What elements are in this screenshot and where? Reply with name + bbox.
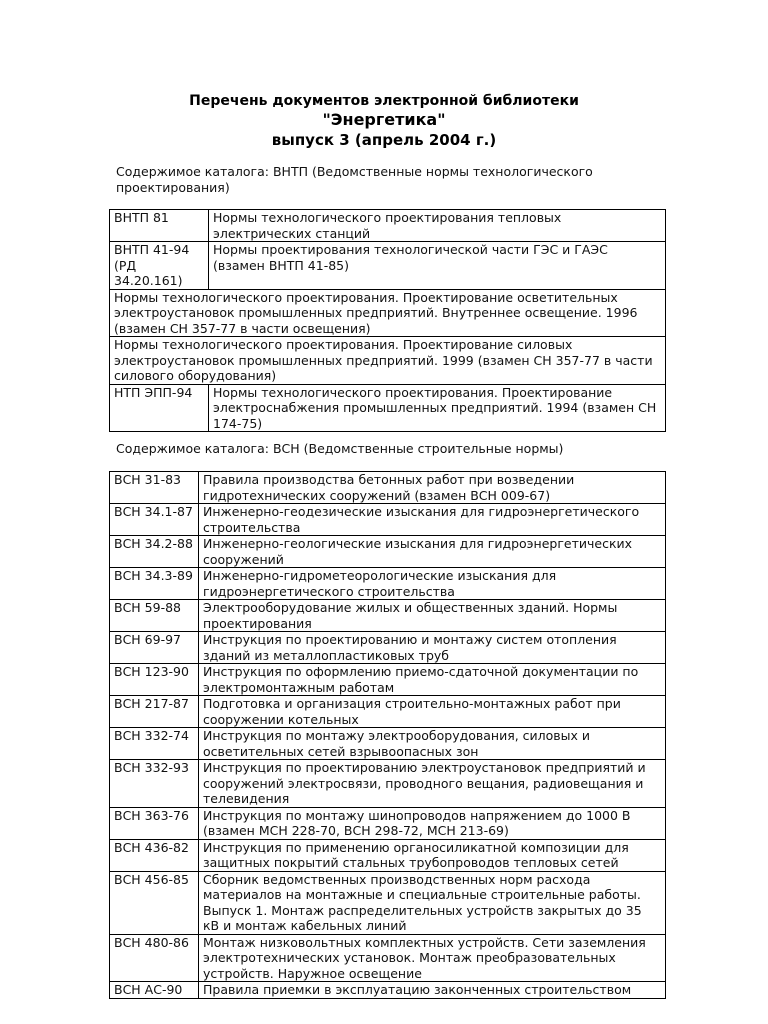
doc-code: ВНТП 41-94 (РД 34.20.161) bbox=[110, 242, 209, 290]
doc-description: Сборник ведомственных производственных норм расхода материалов на монтажные и специальные строительные работы. Выпуск 1. Монтаж распределительных устройств закрытых до 35 кВ и монтаж кабельных линий bbox=[199, 871, 666, 934]
doc-description: Инженерно-геодезические изыскания для гидроэнергетического строительства bbox=[199, 504, 666, 536]
table-row bbox=[110, 536, 666, 568]
doc-code: ВСН 59-88 bbox=[110, 600, 199, 632]
table-row bbox=[110, 839, 666, 871]
doc-code: ВСН 31-83 bbox=[110, 472, 199, 504]
doc-description: Инженерно-гидрометеорологические изыскания для гидроэнергетического строительства bbox=[199, 568, 666, 600]
table-row bbox=[110, 242, 666, 290]
doc-description: Инструкция по оформлению приемо-сдаточной документации по электромонтажным работам bbox=[199, 664, 666, 696]
doc-description: Нормы технологического проектирования. Проектирование силовых электроустановок промышленных предприятий. 1999 (взамен СН 357-77 в части силового оборудования) bbox=[110, 337, 666, 385]
doc-description: Инструкция по применению органосиликатной композиции для защитных покрытий стальных трубопроводов тепловых сетей bbox=[199, 839, 666, 871]
doc-code: ВСН 34.1-87 bbox=[110, 504, 199, 536]
table-row bbox=[110, 568, 666, 600]
doc-description: Инструкция по проектированию электроустановок предприятий и сооружений электросвязи, проводного вещания, радиовещания и телевидения bbox=[199, 760, 666, 808]
table-row bbox=[110, 504, 666, 536]
section-caption-vntp: Содержимое каталога: ВНТП (Ведомственные нормы технологического проектирования) bbox=[116, 164, 593, 195]
doc-description: Нормы технологического проектирования. Проектирование электроснабжения промышленных предприятий. 1994 (взамен СН 174-75) bbox=[209, 384, 666, 432]
doc-description: Инструкция по проектированию и монтажу систем отопления зданий из металлопластиковых труб bbox=[199, 632, 666, 664]
table-row bbox=[110, 632, 666, 664]
doc-description: Инструкция по монтажу электрооборудования, силовых и осветительных сетей взрывоопасных зон bbox=[199, 728, 666, 760]
table-row bbox=[110, 600, 666, 632]
doc-code: ВСН 123-90 bbox=[110, 664, 199, 696]
section-caption-vsn: Содержимое каталога: ВСН (Ведомственные строительные нормы) bbox=[116, 441, 564, 456]
doc-code: ВСН 332-74 bbox=[110, 728, 199, 760]
doc-description: Правила приемки в эксплуатацию законченных строительством bbox=[199, 982, 666, 999]
doc-description: Правила производства бетонных работ при возведении гидротехнических сооружений (взамен ВСН 009-67) bbox=[199, 472, 666, 504]
document-title: Перечень документов электронной библиотеки bbox=[189, 93, 579, 109]
vntp-table bbox=[109, 209, 666, 432]
doc-description: Нормы технологического проектирования тепловых электрических станций bbox=[209, 210, 666, 242]
doc-description: Монтаж низковольтных комплектных устройств. Сети заземления электротехнических установок. Монтаж преобразовательных устройств. Наружное освещение bbox=[199, 934, 666, 982]
doc-code: ВСН АС-90 bbox=[110, 982, 199, 999]
table-row bbox=[110, 384, 666, 432]
doc-description: Инструкция по монтажу шинопроводов напряжением до 1000 В (взамен МСН 228-70, ВСН 298-72, МСН 213-69) bbox=[199, 807, 666, 839]
table-row bbox=[110, 728, 666, 760]
doc-code: НТП ЭПП-94 bbox=[110, 384, 209, 432]
table-row bbox=[110, 807, 666, 839]
library-name: "Энергетика" bbox=[322, 110, 446, 129]
doc-description: Подготовка и организация строительно-монтажных работ при сооружении котельных bbox=[199, 696, 666, 728]
doc-code: ВСН 217-87 bbox=[110, 696, 199, 728]
table-row bbox=[110, 664, 666, 696]
doc-description: Электрооборудование жилых и общественных зданий. Нормы проектирования bbox=[199, 600, 666, 632]
doc-code: ВСН 69-97 bbox=[110, 632, 199, 664]
doc-code: ВСН 332-93 bbox=[110, 760, 199, 808]
table-row bbox=[110, 472, 666, 504]
table-row bbox=[110, 871, 666, 934]
table-row bbox=[110, 982, 666, 999]
doc-code: ВСН 456-85 bbox=[110, 871, 199, 934]
doc-code: ВСН 363-76 bbox=[110, 807, 199, 839]
doc-code: ВНТП 81 bbox=[110, 210, 209, 242]
table-row bbox=[110, 760, 666, 808]
table-row bbox=[110, 289, 666, 337]
table-row bbox=[110, 337, 666, 385]
doc-code: ВСН 34.3-89 bbox=[110, 568, 199, 600]
doc-description: Нормы технологического проектирования. Проектирование осветительных электроустановок промышленных предприятий. Внутреннее освещение. 1996 (взамен СН 357-77 в части освещения) bbox=[110, 289, 666, 337]
doc-code: ВСН 436-82 bbox=[110, 839, 199, 871]
table-row bbox=[110, 934, 666, 982]
table-row bbox=[110, 210, 666, 242]
table-row bbox=[110, 696, 666, 728]
doc-description: Инженерно-геологические изыскания для гидроэнергетических сооружений bbox=[199, 536, 666, 568]
doc-code: ВСН 480-86 bbox=[110, 934, 199, 982]
doc-description: Нормы проектирования технологической части ГЭС и ГАЭС (взамен ВНТП 41-85) bbox=[209, 242, 666, 290]
doc-code: ВСН 34.2-88 bbox=[110, 536, 199, 568]
issue-line: выпуск 3 (апрель 2004 г.) bbox=[271, 131, 497, 149]
vsn-table bbox=[109, 471, 666, 999]
